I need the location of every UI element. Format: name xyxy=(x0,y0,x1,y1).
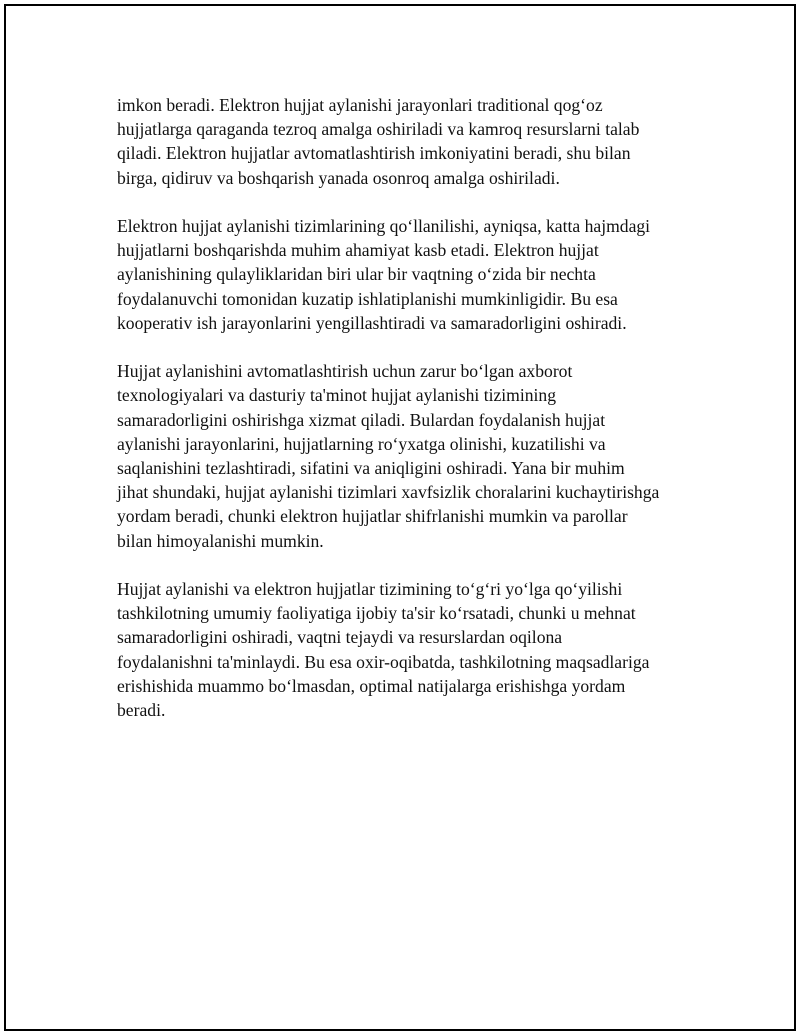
text-line: tashkilotning umumiy faoliyatiga ijobiy ta'sir koʻrsatadi, chunki u mehnat xyxy=(117,603,636,624)
text-line: kooperativ ish jarayonlarini yengillashtiradi va samaradorligini oshiradi. xyxy=(117,312,627,333)
text-line: saqlanishini tezlashtiradi, sifatini va aniqligini oshiradi. Yana bir muhim xyxy=(117,458,625,479)
paragraph-3 xyxy=(117,359,692,553)
text-line: hujjatlarni boshqarishda muhim ahamiyat kasb etadi. Elektron hujjat xyxy=(117,240,599,261)
text-line: aylanishining qulayliklaridan biri ular bir vaqtning oʻzida bir nechta xyxy=(117,264,596,285)
text-line: bilan himoyalanishi mumkin. xyxy=(117,530,324,551)
text-line: Hujjat aylanishi va elektron hujjatlar tizimining toʻgʻri yoʻlga qoʻyilishi xyxy=(117,579,623,600)
text-line: imkon beradi. Elektron hujjat aylanishi jarayonlari traditional qogʻoz xyxy=(117,95,603,115)
text-line: hujjatlarga qaraganda tezroq amalga oshiriladi va kamroq resurslarni talab xyxy=(117,119,640,140)
text-line: aylanishi jarayonlarini, hujjatlarning roʻyxatga olinishi, kuzatilishi va xyxy=(117,433,606,454)
text-line: qiladi. Elektron hujjatlar avtomatlashtirish imkoniyatini beradi, shu bilan xyxy=(117,143,631,164)
document-body xyxy=(117,93,692,746)
paragraph-1 xyxy=(117,93,692,190)
text-line: Elektron hujjat aylanishi tizimlarining qoʻllanilishi, ayniqsa, katta hajmdagi xyxy=(117,216,651,236)
text-line: samaradorligini oshiradi, vaqtni tejaydi va resurslardan oqilona xyxy=(117,627,563,648)
text-line: jihat shundaki, hujjat aylanishi tizimlari xavfsizlik choralarini kuchaytirishga xyxy=(117,482,660,503)
text-line: birga, qidiruv va boshqarish yanada osonroq amalga oshiriladi. xyxy=(117,167,560,188)
text-line: foydalanishni ta'minlaydi. Bu esa oxir-oqibatda, tashkilotning maqsadlariga xyxy=(117,651,650,672)
paragraph-4 xyxy=(117,577,692,722)
text-line: beradi. xyxy=(117,700,166,721)
text-line: texnologiyalari va dasturiy ta'minot hujjat aylanishi tizimining xyxy=(117,385,557,406)
paragraph-2 xyxy=(117,214,692,335)
text-line: foydalanuvchi tomonidan kuzatip ishlatiplanishi mumkinligidir. Bu esa xyxy=(117,288,618,309)
text-line: samaradorligini oshirishga xizmat qiladi. Bulardan foydalanish hujjat xyxy=(117,409,606,430)
text-line: Hujjat aylanishini avtomatlashtirish uchun zarur boʻlgan axborot xyxy=(117,361,573,382)
text-line: yordam beradi, chunki elektron hujjatlar shifrlanishi mumkin va parollar xyxy=(117,506,628,527)
text-line: erishishida muammo boʻlmasdan, optimal natijalarga erishishga yordam xyxy=(117,675,626,696)
